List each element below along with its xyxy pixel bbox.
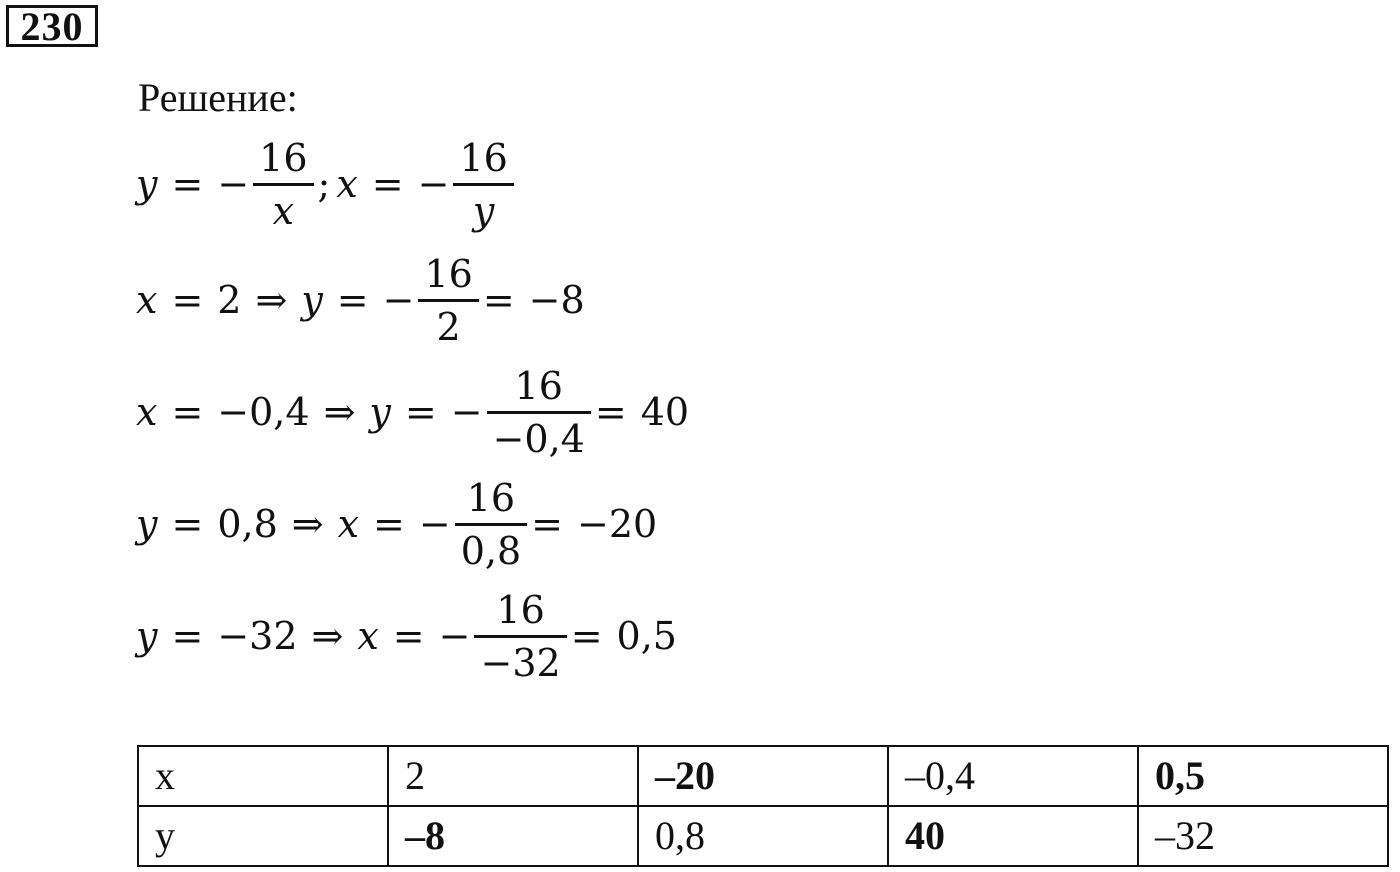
eq2-var2: y — [301, 278, 323, 322]
table-cell: –0,4 — [888, 746, 1138, 806]
equation-line-3 — [136, 354, 689, 470]
eq3-equals: = — [171, 390, 204, 434]
eq5-fraction-numerator: 16 — [496, 587, 545, 632]
table-cell: 0,8 — [638, 806, 888, 866]
eq1-minus2: − — [417, 162, 450, 206]
eq3-var: x — [136, 390, 158, 434]
eq4-equals: = — [171, 502, 204, 546]
eq1-minus: − — [217, 162, 250, 206]
solution-heading: Решение: — [138, 75, 298, 120]
eq3-value: −0,4 — [217, 390, 310, 434]
table-row-header: y — [138, 806, 388, 866]
eq4-fraction-numerator: 16 — [466, 475, 516, 520]
eq1-separator: ; — [317, 162, 331, 206]
eq2-result: −8 — [528, 278, 585, 322]
table-row-header: x — [138, 746, 388, 806]
eq2-fraction-numerator: 16 — [424, 251, 473, 296]
equation-line-5 — [136, 578, 677, 694]
eq3-fraction — [487, 361, 591, 464]
eq4-implies: ⇒ — [291, 502, 324, 546]
eq1-fraction-denominator: x — [272, 188, 295, 233]
values-table — [137, 745, 1389, 867]
eq2-equals: = — [171, 278, 204, 322]
eq3-result: 40 — [640, 390, 690, 434]
eq1-fraction2-denominator: y — [472, 188, 495, 233]
eq4-equals3: = — [531, 502, 563, 546]
eq5-equals3: = — [570, 614, 603, 658]
eq4-minus: − — [418, 502, 451, 546]
eq2-var: x — [136, 278, 158, 322]
eq5-equals: = — [171, 614, 204, 658]
eq2-fraction — [418, 249, 478, 352]
eq4-equals2: = — [373, 502, 405, 546]
eq4-fraction-denominator: 0,8 — [460, 528, 522, 573]
table-cell: –8 — [388, 806, 638, 866]
eq4-var: y — [136, 502, 158, 546]
eq4-result: −20 — [577, 502, 658, 546]
eq1-equals2: = — [371, 162, 404, 206]
eq5-fraction — [474, 585, 566, 688]
eq2-fraction-denominator: 2 — [436, 304, 461, 349]
equation-line-4 — [136, 466, 657, 582]
equation-line-2 — [136, 242, 585, 358]
eq5-var: y — [136, 614, 158, 658]
eq1-lhs2: x — [336, 162, 358, 206]
eq3-implies: ⇒ — [323, 390, 356, 434]
eq5-equals2: = — [392, 614, 425, 658]
table-cell: –20 — [638, 746, 888, 806]
eq3-var2: y — [369, 390, 391, 434]
eq1-equals: = — [171, 162, 204, 206]
eq4-fraction — [455, 473, 527, 576]
table-cell: 2 — [388, 746, 638, 806]
table-cell: 0,5 — [1138, 746, 1388, 806]
eq1-fraction2-numerator: 16 — [459, 135, 508, 180]
eq2-value: 2 — [217, 278, 242, 322]
table-cell: –32 — [1138, 806, 1388, 866]
eq3-fraction-numerator: 16 — [514, 363, 563, 408]
eq3-equals2: = — [404, 390, 437, 434]
eq5-implies: ⇒ — [311, 614, 344, 658]
table-row — [138, 806, 1388, 866]
eq5-minus: − — [438, 614, 471, 658]
eq2-equals3: = — [482, 278, 515, 322]
eq5-value: −32 — [217, 614, 298, 658]
eq1-fraction — [253, 133, 313, 236]
problem-number-badge: 230 — [6, 5, 98, 47]
eq5-var2: x — [357, 614, 379, 658]
eq5-result: 0,5 — [616, 614, 677, 658]
eq4-var2: x — [337, 502, 360, 546]
eq2-minus: − — [382, 278, 415, 322]
table-row — [138, 746, 1388, 806]
eq4-value: 0,8 — [217, 502, 278, 546]
eq1-fraction2 — [453, 133, 513, 236]
eq1-lhs: y — [136, 162, 158, 206]
eq3-fraction-denominator: −0,4 — [492, 416, 585, 461]
eq2-equals2: = — [336, 278, 369, 322]
table-cell: 40 — [888, 806, 1138, 866]
eq3-minus: − — [450, 390, 483, 434]
equation-line-1 — [136, 126, 518, 242]
eq1-fraction-numerator: 16 — [259, 135, 308, 180]
eq3-equals3: = — [594, 390, 627, 434]
eq5-fraction-denominator: −32 — [480, 640, 561, 685]
eq2-implies: ⇒ — [255, 278, 288, 322]
